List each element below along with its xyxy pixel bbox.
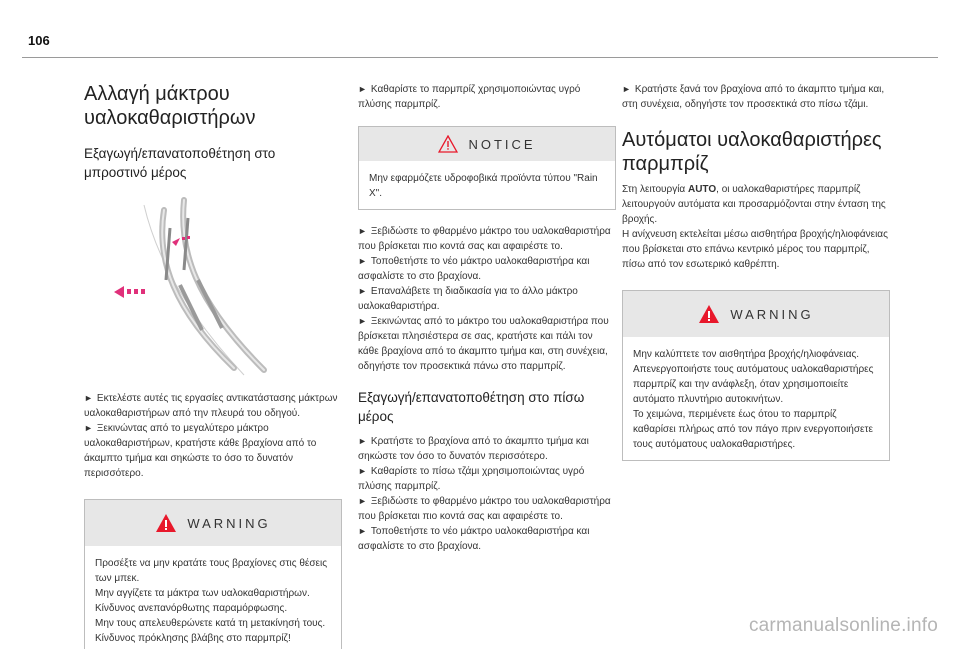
wiper-arm-illustration: [84, 190, 342, 380]
arrow-bullet-icon: ►: [358, 316, 367, 326]
list-item: ► Ξεβιδώστε το φθαρμένο μάκτρο του υαλοκαθαριστήρα που βρίσκεται πιο κοντά σας και αφαιρέστε το.: [358, 496, 611, 522]
list-item: ► Καθαρίστε το πίσω τζάμι χρησιμοποιώντας υγρό πλύσης παρμπρίζ.: [358, 466, 585, 492]
notice-header: [359, 127, 615, 161]
arrow-bullet-icon: ►: [622, 84, 631, 94]
warning-triangle-icon: [155, 513, 177, 533]
section-title-auto-wipers: Αυτόματοι υαλοκαθαριστήρες παρμπρίζ: [622, 129, 882, 175]
warning-text: Μην καλύπτετε τον αισθητήρα βροχής/ηλιοφάνειας. Απενεργοποιήστε τους αυτόματους υαλοκαθαριστήρες παρμπρίζ και την ανάφλεξη, όταν χρησιμοποιείτε αυτόματο πλυντήριο αυτοκινήτων. Το χειμώνα, περιμένετε έως ότου το παρμπρίζ καθαρίσει πλήρως από τον πάγο πριν ενεργοποιήσετε τους αυτόματους υαλοκαθαριστήρες.: [633, 349, 874, 450]
arrow-bullet-icon: ►: [358, 84, 367, 94]
sensor-paragraph: Η ανίχνευση εκτελείται μέσω αισθητήρα βροχής/ηλιοφάνειας που βρίσκεται στο επάνω κεντρικό μέρος του παρμπρίζ, πίσω από τον εσωτερικό καθρέπτη.: [622, 229, 888, 270]
column-2: [358, 82, 616, 554]
warning-triangle-icon: [698, 304, 720, 324]
list-item: ► Ξεβιδώστε το φθαρμένο μάκτρο του υαλοκαθαριστήρα που βρίσκεται πιο κοντά σας και αφαιρέστε το.: [358, 226, 611, 252]
list-item: ► Ξεκινώντας από το μάκτρο του υαλοκαθαριστήρα που βρίσκεται πλησιέστερα σε σας, κρατήστε και πάλι τον κάθε βραχίονα από το άκαμπτο τμήμα και, στη συνέχεια, οδηγήστε τον προσεκτικά πάνω στο παρμπρίζ.: [358, 316, 609, 372]
arrow-bullet-icon: ►: [84, 393, 93, 403]
notice-box: [358, 126, 616, 210]
list-item: ► Επαναλάβετε τη διαδικασία για το άλλο μάκτρο υαλοκαθαριστήρα.: [358, 286, 578, 312]
warning-text: Προσέξτε να μην κρατάτε τους βραχίονες στις θέσεις των μπεκ. Μην αγγίζετε τα μάκτρα των υαλοκαθαριστήρων. Κίνδυνος ανεπανόρθωτης παραμόρφωσης. Μην τους απελευθερώνετε κατά τη μετακίνησή τους. Κίνδυνος πρόκλησης βλάβης στο παρμπρίζ!: [95, 558, 328, 644]
arrow-bullet-icon: ►: [358, 496, 367, 506]
arrow-bullet-icon: ►: [358, 286, 367, 296]
notice-text: Μην εφαρμόζετε υδροφοβικά προϊόντα τύπου "Rain X".: [369, 173, 598, 199]
watermark: carmanualsonline.info: [748, 615, 938, 636]
list-item: ► Τοποθετήστε το νέο μάκτρο υαλοκαθαριστήρα και ασφαλίστε το στο βραχίονα.: [358, 526, 590, 552]
arrow-bullet-icon: ►: [358, 436, 367, 446]
list-item: ► Κρατήστε ξανά τον βραχίονα από το άκαμπτο τμήμα και, στη συνέχεια, οδηγήστε τον προσεκτικά στο πίσω τζάμι.: [622, 84, 885, 110]
section-title-wiper-blade-change: Αλλαγή μάκτρου υαλοκαθαριστήρων: [84, 83, 256, 129]
warning-header: [85, 500, 341, 546]
warning-label: WARNING: [730, 306, 814, 322]
arrow-bullet-icon: ►: [358, 256, 367, 266]
warning-header: [623, 291, 889, 337]
list-item: ► Ξεκινώντας από το μεγαλύτερο μάκτρο υαλοκαθαριστήρων, κρατήστε κάθε βραχίονα από το άκαμπτο τμήμα και σηκώστε το όσο το δυνατόν περισσότερο.: [84, 423, 317, 479]
warning-box: [622, 290, 890, 461]
direction-arrow-icon: [114, 286, 145, 298]
subtitle-rear: Εξαγωγή/επανατοποθέτηση στο πίσω μέρος: [358, 390, 585, 424]
column-3: [622, 82, 890, 461]
top-divider: [22, 57, 938, 58]
auto-mode-paragraph: Στη λειτουργία AUTO, οι υαλοκαθαριστήρες παρμπρίζ λειτουργούν αυτόματα και προσαρμόζονται στην ένταση της βροχής.: [622, 184, 886, 225]
list-item: ► Κρατήστε το βραχίονα από το άκαμπτο τμήμα και σηκώστε τον όσο το δυνατόν περισσότερο.: [358, 436, 589, 462]
notice-triangle-icon: [438, 135, 458, 153]
page-number: 106: [28, 33, 50, 48]
column-1: [84, 82, 342, 649]
warning-label: WARNING: [187, 515, 271, 531]
arrow-bullet-icon: ►: [358, 226, 367, 236]
notice-label: NOTICE: [468, 136, 536, 152]
subtitle-front: Εξαγωγή/επανατοποθέτηση στο μπροστινό μέρος: [84, 146, 276, 180]
list-item: ► Καθαρίστε το παρμπρίζ χρησιμοποιώντας υγρό πλύσης παρμπρίζ.: [358, 84, 581, 110]
auto-keyword: AUTO: [687, 184, 717, 195]
warning-box: [84, 499, 342, 649]
arrow-bullet-icon: ►: [358, 466, 367, 476]
list-item: ► Εκτελέστε αυτές τις εργασίες αντικατάστασης μάκτρων υαλοκαθαριστήρων από την πλευρά του οδηγού.: [84, 393, 338, 419]
arrow-bullet-icon: ►: [84, 423, 93, 433]
arrow-bullet-icon: ►: [358, 526, 367, 536]
list-item: ► Τοποθετήστε το νέο μάκτρο υαλοκαθαριστήρα και ασφαλίστε το στο βραχίονα.: [358, 256, 590, 282]
